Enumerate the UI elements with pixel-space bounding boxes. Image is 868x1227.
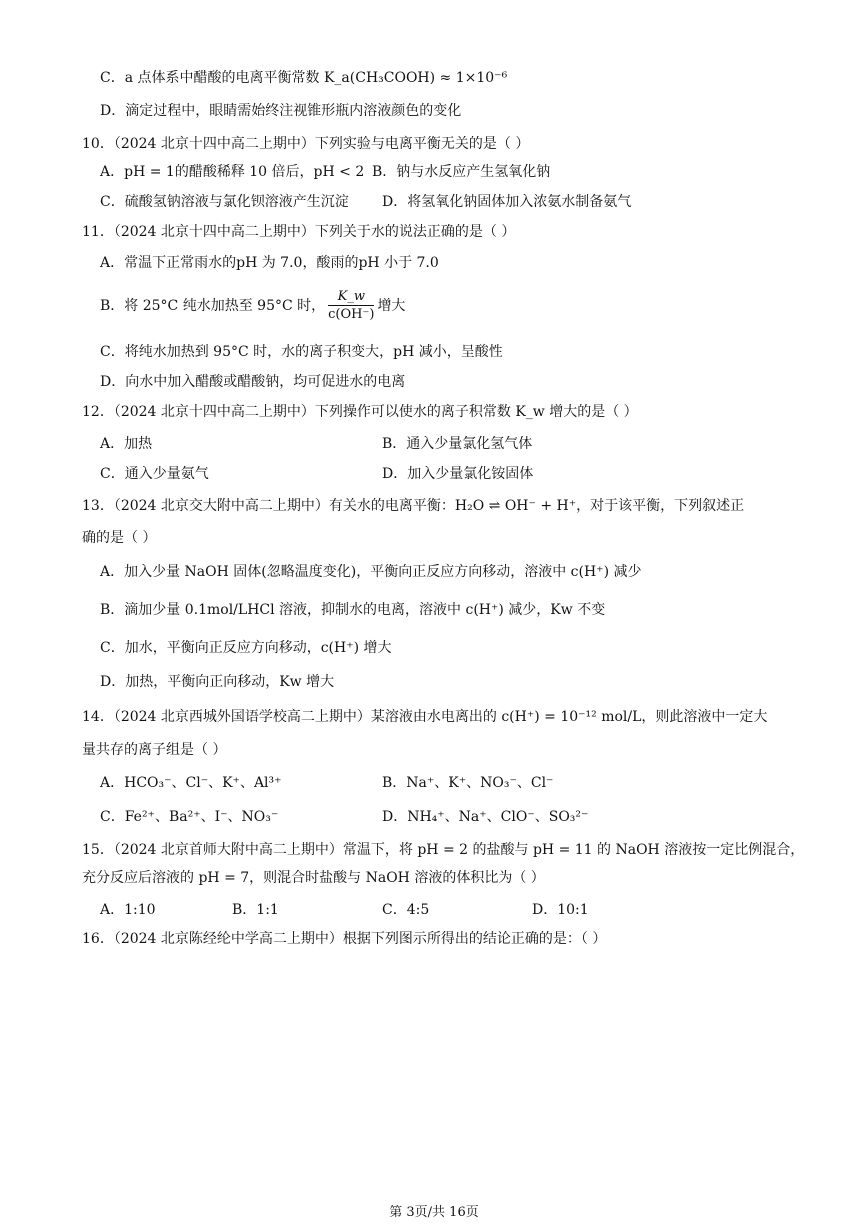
page-number-footer: 第 3页/共 16页 (389, 1205, 479, 1220)
question-15-continued: 充分反应后溶液的 pH = 7，则混合时盐酸与 NaOH 溶液的体积比为（ ） (82, 870, 545, 886)
q11-option-d: D．向水中加入醋酸或醋酸钠，均可促进水的电离 (100, 374, 406, 390)
q11-option-a: A．常温下正常雨水的pH 为 7.0，酸雨的pH 小于 7.0 (100, 255, 439, 271)
q14-option-d: D．NH₄⁺、Na⁺、ClO⁻、SO₃²⁻ (382, 809, 589, 825)
q15-option-d: D．10:1 (532, 902, 589, 918)
q14-option-a: A．HCO₃⁻、Cl⁻、K⁺、Al³⁺ (100, 775, 282, 791)
q11-option-b-prefix: B．将 25°C 纯水加热至 95°C 时， (100, 298, 326, 314)
q10-option-b: B．钠与水反应产生氢氧化钠 (372, 164, 551, 180)
q10-option-d: D．将氢氧化钠固体加入浓氨水制备氨气 (382, 194, 632, 210)
fraction-denominator: c(OH⁻) (328, 306, 375, 322)
q9-option-d: D．滴定过程中，眼睛需始终注视锥形瓶内溶液颜色的变化 (100, 103, 462, 119)
q11-option-b-suffix: 增大 (377, 298, 406, 314)
q15-option-b: B．1:1 (232, 902, 279, 918)
q14-option-c: C．Fe²⁺、Ba²⁺、I⁻、NO₃⁻ (100, 809, 279, 825)
kw-over-oh-fraction (328, 289, 374, 324)
q12-option-b: B．通入少量氯化氢气体 (382, 436, 533, 452)
q11-option-c: C．将纯水加热到 95°C 时，水的离子积变大，pH 减小，呈酸性 (100, 344, 503, 360)
q10-option-c: C．硫酸氢钠溶液与氯化钡溶液产生沉淀 (100, 194, 349, 210)
question-10: 10．（2024 北京十四中高二上期中）下列实验与电离平衡无关的是（ ） (82, 136, 530, 152)
q12-option-a: A．加热 (100, 436, 153, 452)
q13-option-d: D．加热，平衡向正向移动，Kw 增大 (100, 674, 335, 690)
question-13-continued: 确的是（ ） (82, 530, 157, 546)
q10-option-a: A．pH = 1的醋酸稀释 10 倍后，pH < 2 (100, 164, 365, 180)
q15-option-c: C．4:5 (382, 902, 430, 918)
question-14: 14．（2024 北京西城外国语学校高二上期中）某溶液由水电离出的 c(H⁺) = 10⁻¹² mol/L，则此溶液中一定大 (82, 709, 768, 725)
q13-option-b: B．滴加少量 0.1mol/LHCl 溶液，抑制水的电离，溶液中 c(H⁺) 减少，Kw 不变 (100, 602, 606, 618)
question-12: 12．（2024 北京十四中高二上期中）下列操作可以使水的离子积常数 K_w 增大的是（ ） (82, 404, 638, 420)
fraction-numerator: K_w (328, 289, 374, 306)
question-11: 11．（2024 北京十四中高二上期中）下列关于水的说法正确的是（ ） (82, 224, 516, 240)
question-16: 16．（2024 北京陈经纶中学高二上期中）根据下列图示所得出的结论正确的是：（ ） (82, 931, 607, 947)
q11-option-b (100, 286, 405, 326)
q9-option-c: C．a 点体系中醋酸的电离平衡常数 K_a(CH₃COOH) ≈ 1×10⁻⁶ (100, 70, 508, 86)
question-13: 13．（2024 北京交大附中高二上期中）有关水的电离平衡：H₂O ⇌ OH⁻ + H⁺，对于该平衡，下列叙述正 (82, 498, 745, 514)
q14-option-b: B．Na⁺、K⁺、NO₃⁻、Cl⁻ (382, 775, 554, 791)
q12-option-c: C．通入少量氨气 (100, 466, 209, 482)
q12-option-d: D．加入少量氯化铵固体 (382, 466, 534, 482)
q15-option-a: A．1:10 (100, 902, 156, 918)
question-14-continued: 量共存的离子组是（ ） (82, 742, 227, 758)
q13-option-a: A．加入少量 NaOH 固体(忽略温度变化)，平衡向正反应方向移动，溶液中 c(H⁺) 减少 (100, 564, 642, 580)
q13-option-c: C．加水，平衡向正反应方向移动，c(H⁺) 增大 (100, 640, 392, 656)
question-15: 15．（2024 北京首师大附中高二上期中）常温下，将 pH = 2 的盐酸与 pH = 11 的 NaOH 溶液按一定比例混合， (82, 842, 805, 858)
